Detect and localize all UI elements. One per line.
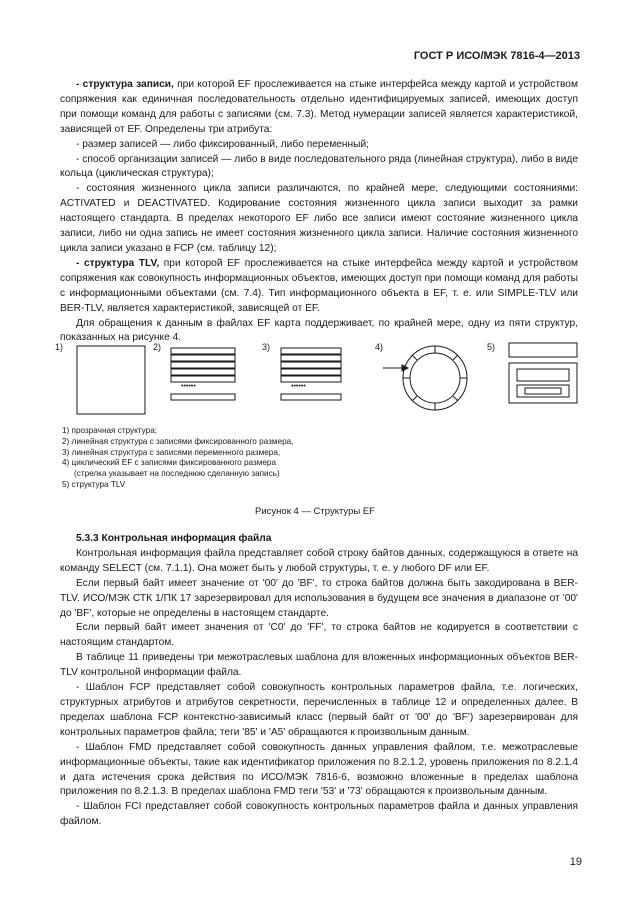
attribute-lifecycle: - состояния жизненного цикла записи различаются, по крайней мере, следующими состояниями: ACTIVATED и DEACTIVATED. Кодирование состояния жизненного цикла записи выходит за рамки настоящего стандарта. В пределах некоторого EF либо все записи имеют состояние жизненного цикла записи, либо ни одна запись не имеет состояния жизненного цикла записи. Наличие состояния жизненного цикла записи указано в FCP (см. таблицу 12); (60, 183, 578, 254)
attribute-size: - размер записей — либо фиксированный, либо переменный; (76, 138, 369, 150)
section-paragraph: - Шаблон FCI представляет собой совокупность контрольных параметров файла и данных управления файлом. (60, 801, 578, 828)
section-paragraph: В таблице 11 приведены три межотраслевых шаблона для вложенных информационных объектов BER-TLV контрольной информации файла. (60, 652, 578, 679)
term-record-structure: - структура записи, (76, 79, 174, 90)
tlv-structure-icon (509, 343, 577, 403)
attribute-organization: - способ организации записей — либо в виде последовательного ряда (линейная структура), либо в виде кольца (циклическая структура); (60, 153, 578, 180)
section-paragraph: Если первый байт имеет значение от '00' до 'BF', то строка байтов должна быть закодирована в BER-TLV. ИСО/МЭК СТК 1/ПК 17 зарезервировал для использования в будущем все значения в диапазоне от '00' до 'BF', которые не определены в настоящем стандарте. (60, 577, 578, 619)
figure-label-1: 1) (55, 342, 64, 352)
figure-label-5: 5) (487, 342, 496, 352)
legend-item: 4) циклический EF с записями фиксированного размера (62, 458, 277, 468)
legend-item: 3) линейная структура с записями переменного размера, (62, 447, 281, 457)
linear-variable-structure-icon (281, 348, 341, 400)
paragraph-record-structure: - структура записи, при которой EF прослеживается на стыке интерфейса между картой и устройством сопряжения как единичная последовательность отдельно идентифицируемых записей, имеющих доступ при помощи команд для работы с записями (см. 7.3). Метод нумерации записей является характеристикой, зависящей от EF. Определены три атрибута: (60, 79, 578, 135)
linear-variable-dots: •••••• (291, 383, 306, 390)
section-title: 5.3.3 Контрольная информация файла (76, 533, 272, 544)
page-number: 19 (569, 856, 582, 868)
linear-fixed-structure-icon (171, 348, 235, 400)
figure-label-3: 3) (262, 342, 271, 352)
figure-label-2: 2) (153, 342, 162, 352)
cyclic-structure-icon (403, 346, 467, 410)
legend-item: 1) прозрачная структура; (62, 426, 158, 435)
paragraph-figure-ref: Для обращения к данным в файлах EF карта поддерживает, по крайней мере, одну из пяти структур, показанных на рисунке 4. (60, 317, 578, 344)
body-text (60, 78, 578, 346)
last-record-arrow-icon (383, 365, 408, 371)
figure-label-4: 4) (375, 342, 384, 352)
section-paragraph: - Шаблон FCP представляет собой совокупность контрольных параметров файла, т.е. логических, структурных атрибутов и атрибутов секретности, перечисленных в таблице 12 и определенных далее. В пределах шаблона FCP контекстно-зависимый класс (первый байт от '00' до 'BF') зарезервирован для контрольных параметров файла; теги '85' и 'A5' обращаются к произвольным данным. (60, 682, 578, 738)
section-paragraph: - Шаблон FMD представляет собой совокупность данных управления файлом, т.е. межотраслевые информационные объекты, такие как идентификатор приложения по 8.2.1.2, уровень приложения по 8.2.1.4 и дата истечения срока действия по ИСО/МЭК 7816-6, возможно вложенные в пределах шаблона приложения по 8.2.1.3. В пределах шаблона FMD теги '53' и '73' обращаются к произвольным данным. (60, 741, 578, 798)
transparent-structure-icon (77, 346, 145, 414)
paragraph-tlv-structure: - структура TLV, при которой EF прослеживается на стыке интерфейса между картой и устройством сопряжения как совокупность информационных объектов, имеющих доступ при помощи команд для работы с информационными объектами (см. 7.4). Тип информационного объекта в EF, т. е. или SIMPLE-TLV или BER-TLV, является характеристикой, зависящей от EF. (60, 257, 578, 314)
linear-fixed-dots: •••••• (181, 383, 196, 390)
section-paragraph: Если первый байт имеет значения от 'C0' до 'FF', то строка байтов не кодируется в соответствии с настоящим стандартом. (60, 622, 578, 649)
page-header: ГОСТ Р ИСО/МЭК 7816-4—2013 (413, 50, 580, 62)
section-file-control-info (60, 532, 578, 830)
figure-legend (62, 426, 293, 491)
legend-item: 2) линейная структура с записями фиксированного размера, (62, 436, 294, 446)
legend-item: (стрелка указывает на последнюю сделанную запись) (74, 469, 280, 479)
figure-ef-structures (55, 338, 585, 438)
legend-item: 5) структура TLV (62, 479, 126, 489)
figure-caption: Рисунок 4 — Структуры EF (255, 506, 375, 517)
term-tlv-structure: - структура TLV, (76, 257, 160, 269)
section-paragraph: Контрольная информация файла представляет собой строку байтов данных, содержащуюся в ответе на команду SELECT (см. 7.1.1). Она может быть у любой структуры, т. е. у любого DF или EF. (60, 547, 578, 574)
